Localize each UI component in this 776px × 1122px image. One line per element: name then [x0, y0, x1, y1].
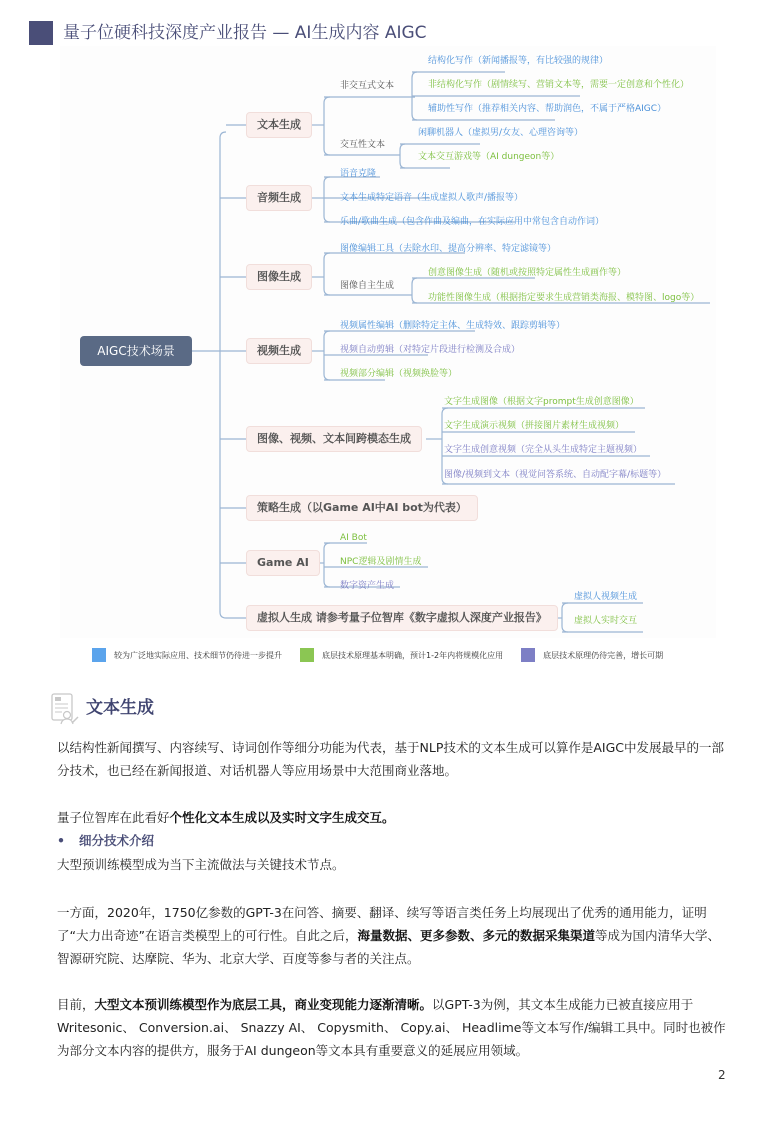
leaf-video-auto-cut: 视频自动剪辑（对特定片段进行检测及合成） [340, 345, 521, 355]
gpt3-text-a: 一方面，2020年，1750亿参数的GPT-3在问答、摘要、翻译、续写等语言类任务上均展现出了优秀的通用能力，证明了“大力出奇迹”在语言类模型上的可行性。自此之后， [57, 905, 707, 943]
legend-label: 底层技术原理仍待完善，增长可期 [543, 650, 664, 660]
gpt3-text-b: 等成为国内清华大学、智源研究院、达摩院、华为、北京大学、百度等参与者的关注点。 [57, 928, 720, 966]
category-game-ai: Game AI [246, 550, 320, 576]
leaf-image-editing: 图像编辑工具（去除水印、提高分辨率、特定滤镜等） [340, 244, 557, 254]
leaf-ai-bot: AI Bot [340, 533, 367, 543]
legend-swatch-purple [521, 648, 535, 662]
legend-swatch-blue [92, 648, 106, 662]
category-video-generation: 视频生成 [246, 338, 312, 364]
report-header-title: 量子位硬科技深度产业报告 — AI生成内容 AIGC [63, 23, 427, 43]
legend-swatch-green [300, 648, 314, 662]
commercial-text-b: 以GPT-3为例，其文本生成能力已被直接应用于Writesonic、 Conversion.ai、 Snazzy AI、 Copysmith、 Copy.ai、 Headlime等文本写作/编辑工具中。同时也被作为部分文本内容的提供方，服务于AI dungeon等文本具有重要意义的延展应用领域。 [57, 997, 726, 1058]
leaf-chatbot: 闲聊机器人（虚拟男/女友、心理咨询等） [418, 128, 584, 138]
leaf-text-to-speech: 文本生成特定语音（生成虚拟人歌声/播报等） [340, 193, 524, 203]
leaf-voice-cloning: 语音克隆 [340, 169, 377, 179]
leaf-unstructured-writing: 非结构化写作（剧情续写、营销文本等，需要一定创意和个性化） [428, 80, 690, 90]
leaf-digital-assets: 数字资产生成 [340, 581, 395, 591]
header-accent-block [29, 21, 53, 45]
leaf-assistive-writing: 辅助性写作（推荐相关内容、帮助润色，不属于严格AIGC） [428, 104, 667, 114]
leaf-structured-writing: 结构化写作（新闻播报等，有比较强的规律） [428, 56, 609, 66]
leaf-video-partial-edit: 视频部分编辑（视频换脸等） [340, 369, 458, 379]
paragraph-gpt3 [57, 901, 727, 970]
leaf-text-to-demo-video: 文字生成演示视频（拼接图片素材生成视频） [444, 421, 625, 431]
page-number: 2 [718, 1068, 726, 1082]
paragraph-outlook [57, 806, 727, 829]
section-title-text-generation: 文本生成 [86, 698, 154, 718]
mindmap-legend [92, 647, 681, 663]
commercial-text-a: 目前， [57, 997, 95, 1012]
leaf-creative-image: 创意图像生成（随机或按照特定属性生成画作等） [428, 268, 627, 278]
leaf-video-attribute-edit: 视频属性编辑（删除特定主体、生成特效、跟踪剪辑等） [340, 321, 566, 331]
paragraph-pretrained: 大型预训练模型成为当下主流做法与关键技术节点。 [57, 857, 345, 872]
legend-item-promising [521, 648, 663, 662]
leaf-virtual-human-video: 虚拟人视频生成 [574, 592, 638, 602]
category-image-generation: 图像生成 [246, 264, 312, 290]
subgroup-non-interactive-text: 非交互式文本 [340, 81, 395, 91]
leaf-npc-logic: NPC逻辑及剧情生成 [340, 557, 422, 567]
outlook-highlight: 个性化文本生成以及实时文字生成交互。 [169, 810, 395, 825]
category-strategy-generation: 策略生成（以Game AI中AI bot为代表） [246, 495, 478, 521]
root-node-aigc-scenarios: AIGC技术场景 [80, 336, 192, 366]
category-audio-generation: 音频生成 [246, 185, 312, 211]
bullet-label: 细分技术介绍 [79, 833, 155, 848]
gpt3-highlight: 海量数据、更多参数、多元的数据采集渠道 [357, 928, 595, 943]
outlook-prefix: 量子位智库在此看好 [57, 810, 170, 825]
aigc-mindmap [60, 46, 716, 638]
subgroup-autonomous-image: 图像自主生成 [340, 281, 395, 291]
paragraph-commercial [57, 993, 727, 1062]
bullet-icon: • [57, 833, 65, 848]
leaf-image-video-to-text: 图像/视频到文本（视觉问答系统、自动配字幕/标题等） [444, 470, 667, 480]
paragraph-intro: 以结构性新闻撰写、内容续写、诗词创作等细分功能为代表，基于NLP技术的文本生成可以算作是AIGC中发展最早的一部分技术，也已经在新闻报道、对话机器人等应用场景中大范围商业落地。 [57, 740, 725, 778]
category-virtual-human: 虚拟人生成 请参考量子位智库《数字虚拟人深度产业报告》 [246, 605, 558, 631]
subgroup-interactive-text: 交互性文本 [340, 140, 386, 150]
legend-label: 较为广泛地实际应用、技术细节仍待进一步提升 [114, 650, 282, 660]
legend-item-widely-applied [92, 648, 282, 662]
leaf-text-to-creative-video: 文字生成创意视频（完全从头生成特定主题视频） [444, 445, 643, 455]
leaf-text-game: 文本交互游戏等（AI dungeon等） [418, 152, 560, 162]
commercial-highlight: 大型文本预训练模型作为底层工具，商业变现能力逐渐清晰。 [94, 997, 433, 1012]
leaf-virtual-human-realtime: 虚拟人实时交互 [574, 616, 638, 626]
legend-item-near-scale [300, 648, 503, 662]
leaf-music-generation: 乐曲/歌曲生成（包含作曲及编曲，在实际应用中常包含自动作词） [340, 217, 605, 227]
leaf-text-to-image: 文字生成图像（根据文字prompt生成创意图像） [444, 397, 639, 407]
bullet-subtech-intro [57, 830, 154, 852]
document-edit-icon [50, 693, 80, 725]
leaf-functional-image: 功能性图像生成（根据指定要求生成营销类海报、模特图、logo等） [428, 293, 700, 303]
legend-label: 底层技术原理基本明确，预计1-2年内将规模化应用 [322, 650, 504, 660]
category-text-generation: 文本生成 [246, 112, 312, 138]
category-cross-modal-generation: 图像、视频、文本间跨模态生成 [246, 426, 422, 452]
